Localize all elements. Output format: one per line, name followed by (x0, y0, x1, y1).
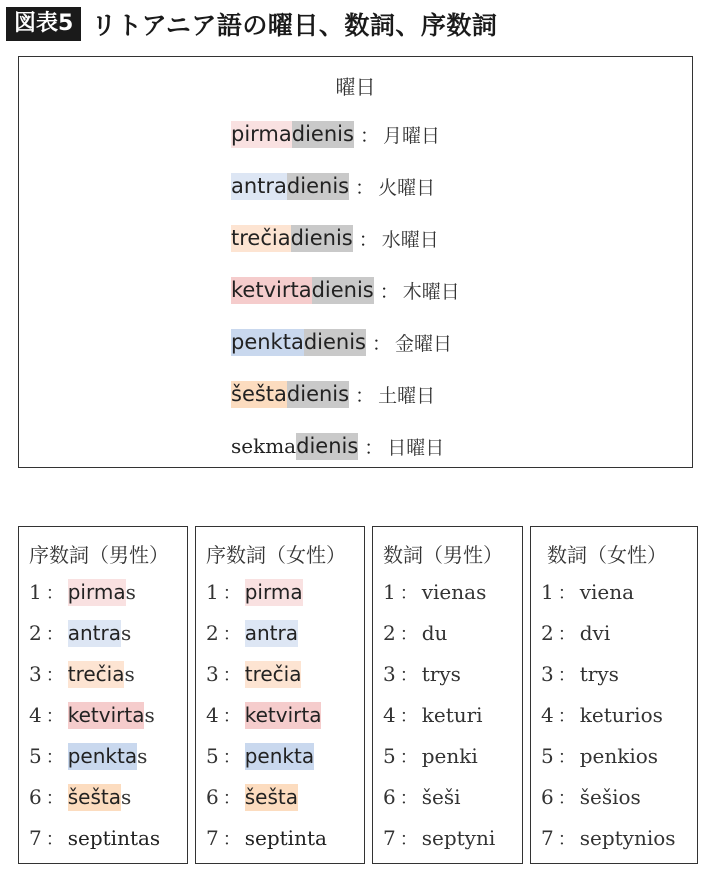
item-number: 3 (541, 662, 554, 686)
list-item (541, 782, 641, 812)
weekday-japanese: 月曜日 (382, 124, 440, 147)
cardinal-feminine-box (530, 526, 698, 864)
ordinal-stem: šešta (244, 784, 298, 809)
weekday-suffix: dienis (311, 277, 374, 302)
item-number: 2 (383, 621, 396, 645)
ordinal-stem: antra (67, 620, 121, 645)
cardinal-word: vienas (421, 580, 487, 604)
weekday-japanese: 火曜日 (378, 176, 436, 199)
separator: ： (399, 583, 418, 604)
item-number: 7 (206, 826, 219, 850)
item-number: 6 (206, 785, 219, 809)
list-item (541, 577, 634, 607)
cardinal-word: penkios (579, 744, 659, 768)
ordinal-masculine-box (18, 526, 188, 864)
separator: ： (45, 706, 64, 727)
separator: ： (222, 788, 241, 809)
weekday-row (231, 223, 439, 253)
list-item (383, 577, 486, 607)
separator: ： (399, 706, 418, 727)
separator: ： (355, 176, 375, 199)
weekdays-heading: 曜日 (335, 75, 376, 99)
cardinal-word: dvi (579, 621, 611, 645)
separator: ： (222, 829, 241, 850)
ordinal-stem: trečia (67, 661, 125, 686)
column-heading: 序数詞（女性） (206, 543, 346, 567)
item-number: 3 (383, 662, 396, 686)
cardinal-word: trys (579, 662, 619, 686)
separator: ： (45, 583, 64, 604)
cardinal-word: septyni (421, 826, 496, 850)
weekday-japanese: 日曜日 (387, 436, 445, 459)
item-number: 2 (541, 621, 554, 645)
list-item (383, 741, 478, 771)
separator: ： (399, 788, 418, 809)
separator: ： (557, 829, 576, 850)
cardinal-word: šeši (421, 785, 461, 809)
cardinal-word: septynios (579, 826, 676, 850)
list-item (29, 659, 135, 689)
ordinal-stem: septintas (67, 825, 161, 850)
ordinal-stem: ketvirta (244, 702, 322, 727)
ordinal-ending: s (124, 662, 135, 686)
weekday-stem: ketvirta (231, 277, 312, 302)
column-heading: 数詞（女性） (547, 543, 667, 567)
separator: ： (399, 665, 418, 686)
separator: ： (557, 788, 576, 809)
cardinal-word: penki (421, 744, 478, 768)
list-item (383, 659, 461, 689)
list-item (29, 782, 131, 812)
item-number: 4 (29, 703, 42, 727)
separator: ： (399, 829, 418, 850)
list-item (206, 700, 321, 730)
item-number: 4 (541, 703, 554, 727)
list-item (383, 823, 495, 853)
weekday-japanese: 水曜日 (381, 228, 439, 251)
item-number: 7 (383, 826, 396, 850)
separator: ： (45, 829, 64, 850)
list-item (206, 823, 327, 853)
weekday-row (231, 379, 435, 409)
weekday-stem: šešta (231, 381, 287, 406)
ordinal-stem: penkta (244, 743, 315, 768)
cardinal-masculine-box (372, 526, 523, 864)
separator: ： (45, 788, 64, 809)
weekday-suffix: dienis (296, 433, 359, 458)
weekday-japanese: 金曜日 (395, 332, 453, 355)
cardinal-word: keturi (421, 703, 483, 727)
separator: ： (399, 747, 418, 768)
separator: ： (222, 583, 241, 604)
separator: ： (372, 332, 392, 355)
ordinal-ending: s (144, 703, 155, 727)
ordinal-stem: ketvirta (67, 702, 145, 727)
weekday-stem: pirma (231, 121, 292, 146)
separator: ： (358, 228, 378, 251)
weekday-stem: sekma (231, 433, 297, 458)
separator: ： (557, 583, 576, 604)
ordinal-ending: s (121, 621, 132, 645)
weekday-row (231, 275, 460, 305)
weekday-suffix: dienis (291, 121, 354, 146)
item-number: 1 (206, 580, 219, 604)
figure-label: 図表5 (6, 7, 81, 41)
ordinal-ending: s (125, 580, 136, 604)
list-item (383, 700, 483, 730)
separator: ： (222, 747, 241, 768)
weekday-stem: penkta (231, 329, 304, 354)
ordinal-stem: trečia (244, 661, 302, 686)
item-number: 1 (29, 580, 42, 604)
list-item (541, 700, 663, 730)
item-number: 4 (383, 703, 396, 727)
item-number: 6 (541, 785, 554, 809)
ordinal-feminine-box (195, 526, 365, 864)
item-number: 5 (541, 744, 554, 768)
separator: ： (355, 384, 375, 407)
weekday-row (231, 327, 452, 357)
weekday-stem: trečia (231, 225, 291, 250)
separator: ： (45, 747, 64, 768)
ordinal-stem: antra (244, 620, 298, 645)
ordinal-stem: šešta (67, 784, 121, 809)
list-item (383, 782, 461, 812)
cardinal-word: šešios (579, 785, 641, 809)
separator: ： (222, 665, 241, 686)
weekday-suffix: dienis (286, 381, 350, 406)
weekday-japanese: 木曜日 (402, 280, 460, 303)
separator: ： (45, 665, 64, 686)
item-number: 4 (206, 703, 219, 727)
weekday-row (231, 171, 435, 201)
item-number: 5 (29, 744, 42, 768)
item-number: 6 (29, 785, 42, 809)
item-number: 7 (541, 826, 554, 850)
list-item (541, 618, 610, 648)
item-number: 5 (383, 744, 396, 768)
item-number: 1 (383, 580, 396, 604)
figure-header (6, 6, 497, 42)
ordinal-ending: s (137, 744, 148, 768)
separator: ： (359, 124, 379, 147)
weekday-suffix: dienis (303, 329, 366, 354)
list-item (206, 618, 298, 648)
separator: ： (557, 706, 576, 727)
separator: ： (222, 624, 241, 645)
list-item (206, 741, 314, 771)
item-number: 6 (383, 785, 396, 809)
list-item (29, 618, 131, 648)
list-item (29, 577, 136, 607)
item-number: 2 (206, 621, 219, 645)
list-item (29, 700, 155, 730)
list-item (541, 823, 676, 853)
list-item (206, 782, 298, 812)
list-item (383, 618, 447, 648)
cardinal-word: trys (421, 662, 461, 686)
weekdays-box (18, 56, 693, 468)
ordinal-stem: penkta (67, 743, 138, 768)
list-item (206, 577, 303, 607)
separator: ： (222, 706, 241, 727)
cardinal-word: viena (579, 580, 635, 604)
weekday-row (231, 431, 444, 461)
separator: ： (45, 624, 64, 645)
weekday-stem: antra (231, 173, 287, 198)
list-item (29, 823, 160, 853)
separator: ： (379, 280, 399, 303)
weekday-japanese: 土曜日 (378, 384, 436, 407)
separator: ： (557, 624, 576, 645)
weekday-suffix: dienis (286, 173, 350, 198)
ordinal-stem: pirma (244, 579, 303, 604)
separator: ： (557, 747, 576, 768)
list-item (29, 741, 147, 771)
item-number: 7 (29, 826, 42, 850)
item-number: 2 (29, 621, 42, 645)
item-number: 3 (206, 662, 219, 686)
list-item (541, 659, 619, 689)
column-heading: 序数詞（男性） (29, 543, 169, 567)
list-item (541, 741, 658, 771)
ordinal-stem: septinta (244, 825, 327, 850)
column-heading: 数詞（男性） (383, 543, 503, 567)
weekday-row (231, 119, 440, 149)
ordinal-stem: pirma (67, 579, 126, 604)
list-item (206, 659, 301, 689)
weekday-suffix: dienis (290, 225, 353, 250)
item-number: 5 (206, 744, 219, 768)
separator: ： (364, 436, 384, 459)
item-number: 3 (29, 662, 42, 686)
cardinal-word: du (421, 621, 448, 645)
ordinal-ending: s (120, 785, 132, 809)
item-number: 1 (541, 580, 554, 604)
separator: ： (557, 665, 576, 686)
figure-title: リトアニア語の曜日、数詞、序数詞 (91, 11, 498, 40)
cardinal-word: keturios (579, 703, 663, 727)
separator: ： (399, 624, 418, 645)
